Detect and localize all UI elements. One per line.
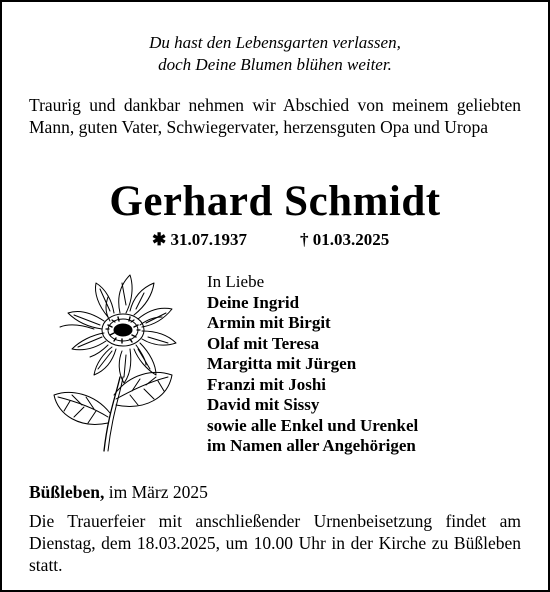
deceased-name: Gerhard Schmidt [109,178,441,225]
death-date: † 01.03.2025 [300,230,390,249]
place-date [29,481,208,503]
mourner-line: im Namen aller Angehörigen [207,436,416,455]
mourner-line: Olaf mit Teresa [207,333,320,353]
place-date-text: im März 2025 [108,482,208,502]
flower-center [102,314,144,346]
mourner-line: sowie alle Enkel und Urenkel [207,415,419,435]
sunflower-icon [50,265,182,453]
mourners-lead: In Liebe [207,272,265,291]
motto [2,32,548,76]
motto-line: doch Deine Blumen blühen weiter. [158,55,392,74]
left-leaf [54,392,110,424]
mourners-list [207,272,418,457]
mourner-line: Deine Ingrid [207,292,300,312]
birth-date: ✱ 31.07.1937 [152,230,247,249]
funeral-notice: Die Trauerfeier mit anschließender Urnenbeisetzung findet am Dienstag, dem 18.03.2025, um 10.00 Uhr in der Kirche zu Büßleben statt. [29,511,521,575]
mourner-line: Armin mit Birgit [207,313,331,332]
intro-text: Traurig und dankbar nehmen wir Abschied von meinem geliebten Mann, guten Vater, Schwiegervater, herzensguten Opa und Uropa [29,95,521,137]
place-name: Büßleben, [29,482,105,502]
mourner-line: Margitta mit Jürgen [207,354,357,373]
mourner-line: Franzi mit Joshi [207,374,326,394]
motto-line: Du hast den Lebensgarten verlassen, [149,33,401,52]
mourner-line: David mit Sissy [207,395,320,414]
stem [104,377,120,451]
